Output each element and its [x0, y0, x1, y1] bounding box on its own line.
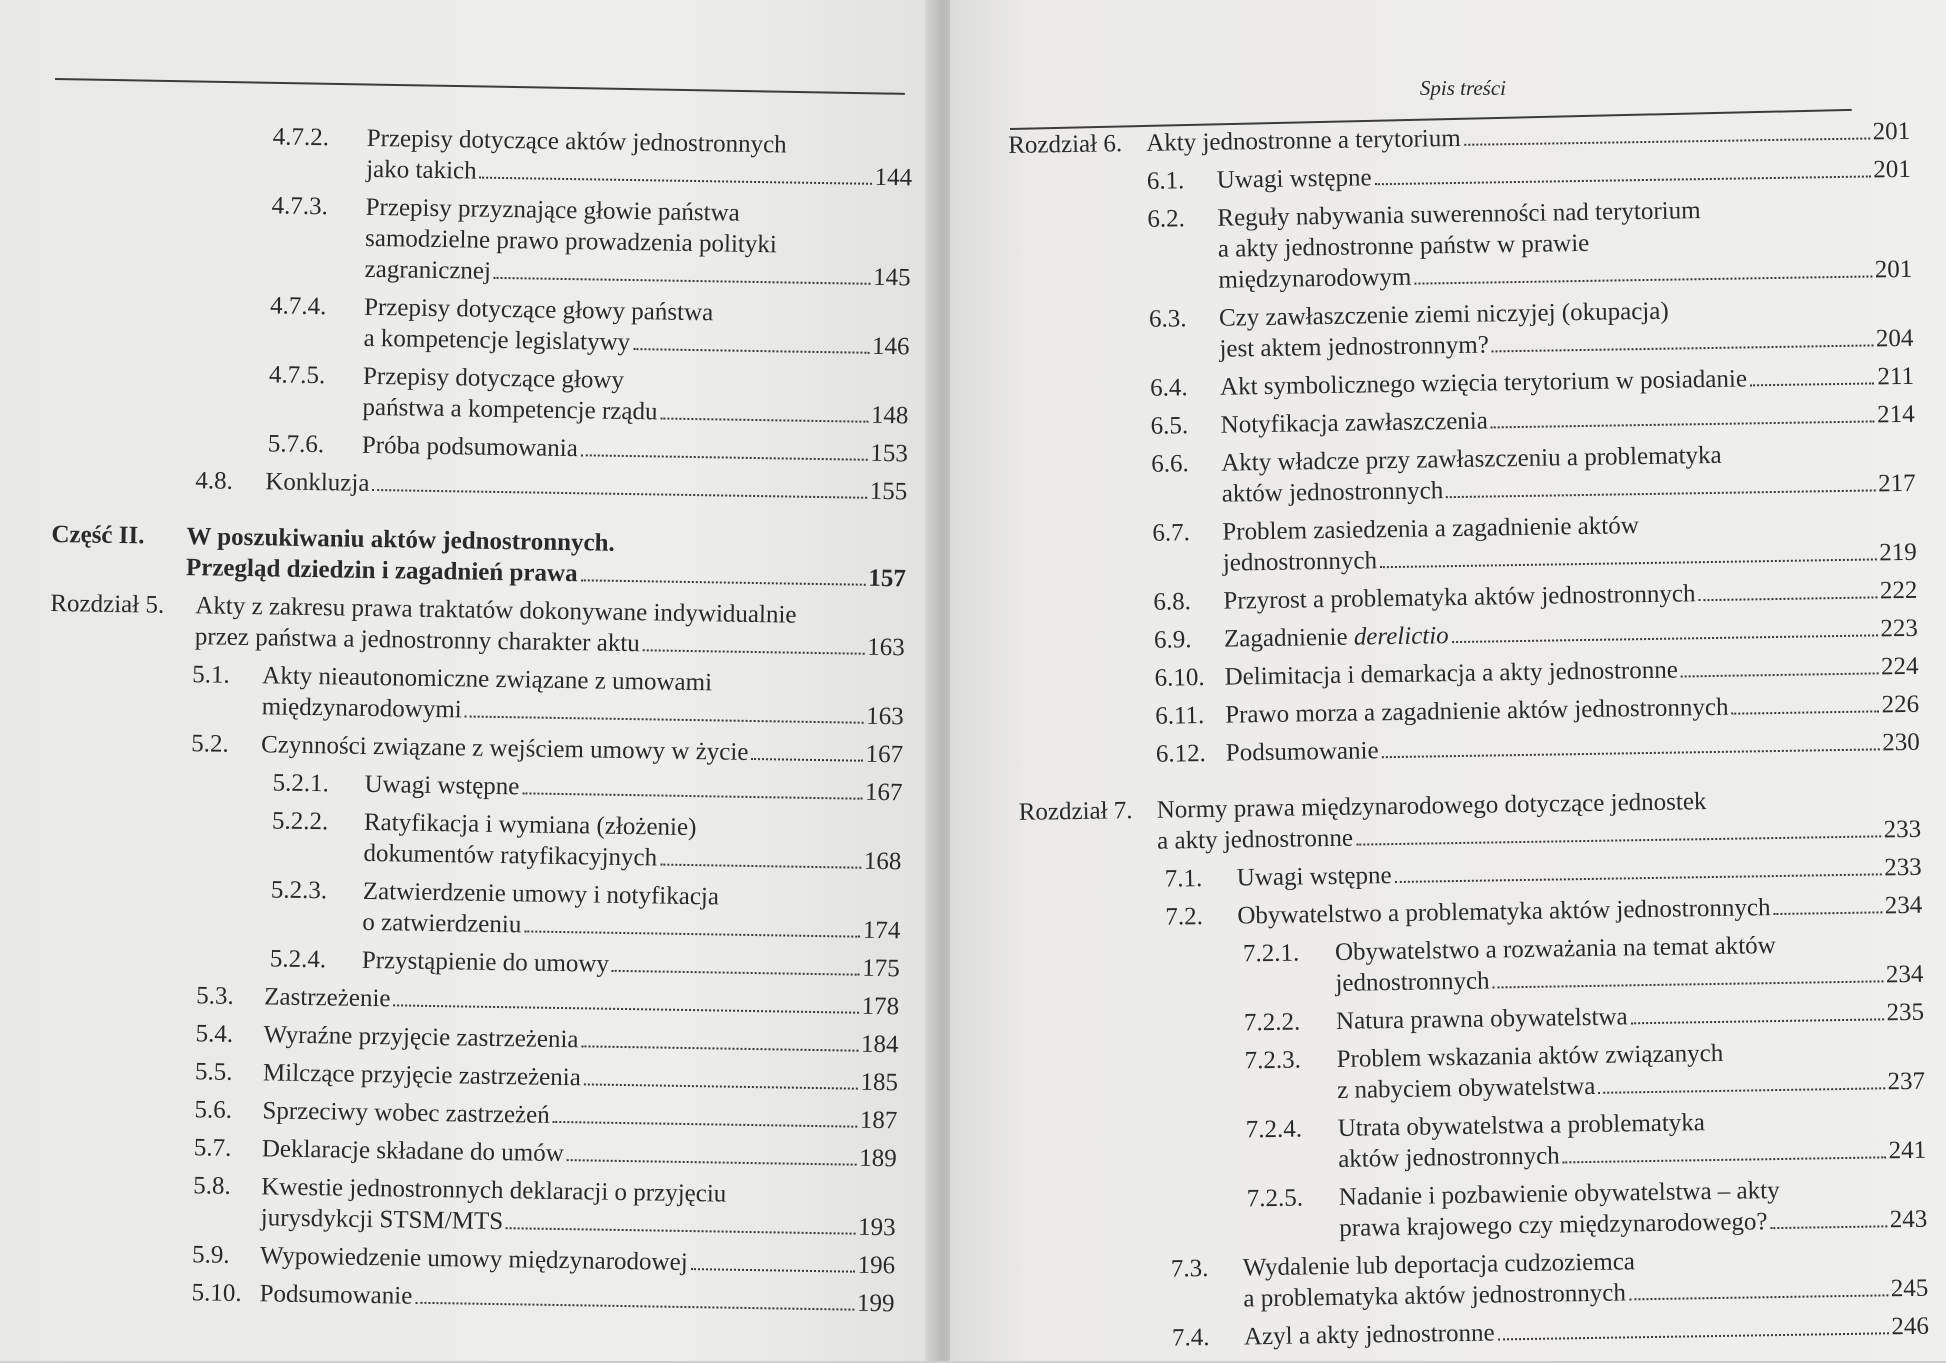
dot-leader — [1771, 1225, 1887, 1229]
toc-entry-number: 7.2.5. — [1246, 1184, 1304, 1213]
toc-page-number: 178 — [861, 992, 900, 1021]
toc-entry-title: Obywatelstwo a rozważania na temat aktów — [1334, 932, 1776, 966]
toc-entry-title: Akty nieautonomiczne związane z umowami — [262, 662, 713, 697]
dot-leader — [1395, 873, 1882, 883]
toc-entry-number: 5.1. — [192, 661, 230, 689]
toc-entry[interactable] — [45, 940, 900, 984]
toc-entry-title: Obywatelstwo a problematyka aktów jednostronnych — [1237, 894, 1771, 930]
dot-leader — [1750, 382, 1875, 386]
toc-page-number: 237 — [1887, 1067, 1926, 1096]
toc-entry-title: Przyrost a problematyka aktów jednostronnych — [1223, 580, 1696, 615]
dot-leader — [1446, 489, 1875, 498]
toc-entry-title: Czynności związane z wejściem umowy w życie — [260, 731, 749, 766]
toc-entry-title: Ratyfikacja i wymiana (złożenie) — [363, 808, 697, 842]
toc-entry-number: 5.2.4. — [269, 945, 327, 974]
toc-page-number: 144 — [874, 163, 913, 192]
toc-entry-title: Akt symbolicznego wzięcia terytorium w posiadanie — [1219, 365, 1748, 401]
toc-page-number: 168 — [863, 847, 902, 876]
toc-entry-title: jako takich — [366, 155, 477, 185]
toc-entry[interactable] — [1016, 651, 1918, 696]
toc-page-number: 155 — [869, 477, 908, 506]
toc-entry[interactable] — [1025, 1173, 1928, 1249]
toc-entry[interactable] — [48, 726, 903, 770]
toc-entry[interactable] — [46, 802, 902, 877]
toc-entry-number: 5.5. — [194, 1058, 233, 1086]
dot-leader — [1563, 1156, 1886, 1163]
toc-entry-title: jest aktem jednostronnym? — [1219, 331, 1490, 363]
toc-page-number: 201 — [1872, 117, 1911, 146]
toc-entry[interactable] — [47, 764, 902, 808]
toc-entry-number: Rozdział 5. — [50, 589, 165, 619]
dot-leader — [581, 1045, 858, 1051]
toc-entry[interactable] — [1017, 689, 1919, 734]
toc-entry-title: jurysdykcji STSM/MTS — [260, 1204, 504, 1236]
toc-page-number: 219 — [1879, 538, 1917, 567]
header-rule — [55, 78, 905, 95]
dot-leader — [584, 1083, 858, 1089]
toc-page-number: 224 — [1880, 652, 1919, 681]
toc-entry-title: Natura prawna obywatelstwa — [1335, 1003, 1628, 1035]
toc-entry-number: 4.7.3. — [271, 192, 329, 221]
toc-entry-number: 5.10. — [191, 1279, 242, 1308]
toc-entry[interactable] — [54, 287, 910, 362]
dot-leader — [494, 277, 870, 285]
toc-entry-number: 5.2.3. — [270, 876, 328, 905]
toc-entry[interactable] — [1018, 727, 1920, 772]
toc-page-number: 189 — [859, 1144, 897, 1173]
toc-entry-title: Uwagi wstępne — [1216, 164, 1372, 194]
toc-entry[interactable] — [1020, 852, 1922, 897]
dot-leader — [553, 1121, 857, 1128]
toc-entry-title: Przystąpienie do umowy — [361, 946, 610, 978]
toc-entry-title: Konkluzja — [265, 468, 370, 497]
toc-page-number: 246 — [1891, 1312, 1930, 1341]
toc-entry-number: 6.8. — [1153, 588, 1192, 616]
dot-leader — [660, 864, 861, 869]
toc-entry-title: a akty jednostronne państw w prawie — [1217, 229, 1590, 263]
toc-entry-number: 7.2.4. — [1245, 1115, 1303, 1144]
toc-entry[interactable] — [1021, 928, 1924, 1004]
toc-entry[interactable] — [57, 118, 913, 193]
toc-page-number: 211 — [1877, 362, 1915, 391]
dot-leader — [1598, 1087, 1884, 1093]
toc-page-number: 148 — [870, 401, 909, 430]
toc-entry[interactable] — [1012, 361, 1914, 406]
toc-entry-title: Akty z zakresu prawa traktatów dokonywane indywidualnie — [195, 592, 797, 629]
toc-entry-title: Wyraźne przyjęcie zastrzeżenia — [263, 1021, 579, 1054]
toc-entry[interactable] — [40, 1237, 895, 1281]
toc-page-number: 234 — [1884, 891, 1923, 920]
dot-leader — [1491, 420, 1874, 428]
toc-page-number: 217 — [1877, 469, 1916, 498]
dot-leader — [1452, 634, 1878, 643]
toc-entry[interactable] — [1009, 154, 1911, 199]
dot-leader — [612, 970, 859, 976]
toc-entry[interactable] — [44, 978, 899, 1022]
toc-entry-title: Normy prawa międzynarodowego dotyczące jednostek — [1156, 788, 1707, 824]
toc-page-number: 201 — [1873, 155, 1911, 184]
toc-entry-title: a kompetencje legislatywy — [363, 324, 631, 357]
toc-entry[interactable] — [43, 1054, 898, 1098]
toc-entry[interactable] — [1008, 116, 1910, 161]
toc-page-number: 185 — [860, 1068, 899, 1097]
toc-entry-title: Azyl a akty jednostronne — [1243, 1319, 1495, 1351]
toc-entry-title: Utrata obywatelstwa a problematyka — [1337, 1109, 1706, 1142]
toc-page-number: 233 — [1883, 853, 1922, 882]
toc-page-number: 241 — [1888, 1136, 1927, 1165]
toc-entry[interactable] — [1012, 399, 1914, 444]
toc-entry-number: 7.2.3. — [1244, 1046, 1302, 1075]
dot-leader — [1493, 980, 1883, 988]
toc-page-number: 157 — [868, 564, 907, 593]
toc-entry-title: Przepisy dotyczące głowy państwa — [363, 293, 714, 327]
toc-entry[interactable] — [1018, 783, 1921, 859]
dot-leader — [465, 715, 864, 723]
table-of-contents-right — [1008, 116, 1929, 1363]
toc-entry-title: Notyfikacja zawłaszczenia — [1220, 407, 1489, 439]
toc-page-number: 163 — [865, 702, 904, 731]
toc-entry[interactable] — [1022, 1035, 1925, 1111]
dot-leader — [1464, 137, 1870, 145]
running-head: Spis treści — [1419, 76, 1506, 100]
toc-entry-number: 5.2.2. — [271, 807, 329, 836]
toc-entry-number: 6.2. — [1147, 205, 1186, 233]
toc-page-number: 163 — [867, 633, 905, 662]
dot-leader — [581, 454, 868, 461]
toc-entry-title: państwa a kompetencje rządu — [362, 393, 658, 426]
toc-page-number: 199 — [856, 1289, 895, 1318]
toc-entry[interactable] — [1024, 1104, 1927, 1180]
toc-entry[interactable] — [42, 1130, 897, 1174]
toc-page-number: 146 — [871, 332, 910, 361]
table-of-contents-left — [39, 118, 913, 1326]
toc-entry[interactable] — [50, 588, 906, 663]
toc-entry-number: 4.7.4. — [269, 292, 327, 321]
toc-entry-number: Rozdział 6. — [1008, 130, 1123, 159]
toc-entry[interactable] — [1027, 1311, 1929, 1356]
dot-leader — [633, 348, 869, 354]
toc-entry-number: 7.2.1. — [1242, 939, 1300, 968]
toc-entry-number: 6.12. — [1155, 739, 1207, 768]
toc-entry[interactable] — [51, 519, 907, 594]
toc-page-number: 230 — [1882, 728, 1920, 757]
toc-entry-title: Reguły nabywania suwerenności nad terytorium — [1217, 197, 1701, 232]
toc-entry[interactable] — [1022, 997, 1924, 1042]
toc-page-number: 196 — [857, 1251, 896, 1280]
dot-leader — [1732, 710, 1879, 714]
toc-entry-title: Akty władcze przy zawłaszczeniu a problematyka — [1221, 441, 1722, 477]
dot-leader — [1498, 1332, 1889, 1340]
toc-entry-title: Próba podsumowania — [361, 431, 579, 463]
toc-entry-number: 6.4. — [1149, 374, 1188, 402]
toc-entry-title: Deklaracje składane do umów — [261, 1135, 564, 1168]
dot-leader — [506, 1227, 855, 1234]
toc-entry-number: 5.3. — [196, 982, 234, 1010]
dot-leader — [393, 1004, 858, 1013]
toc-entry[interactable] — [1026, 1242, 1929, 1318]
toc-entry-number: 7.4. — [1171, 1323, 1210, 1352]
toc-entry-title: Problem wskazania aktów związanych — [1336, 1039, 1724, 1073]
toc-entry-number: Część II. — [51, 520, 145, 550]
toc-page-number: 175 — [862, 954, 900, 983]
toc-page-number: 153 — [870, 439, 909, 468]
toc-entry-title: aktów jednostronnych — [1221, 477, 1444, 508]
toc-entry-title: Przegląd dziedzin i zagadnień prawa — [185, 554, 578, 588]
dot-leader — [1681, 672, 1878, 677]
toc-entry-title: o zatwierdzeniu — [362, 908, 522, 939]
dot-leader — [1356, 835, 1881, 845]
toc-entry[interactable] — [1015, 575, 1917, 620]
toc-page-number: 187 — [859, 1106, 898, 1135]
toc-entry[interactable] — [53, 356, 909, 431]
dot-leader — [1629, 1294, 1888, 1300]
toc-entry-title: a akty jednostronne — [1156, 824, 1354, 855]
dot-leader — [1375, 175, 1871, 185]
toc-entry-title: jednostronnych — [1335, 967, 1490, 997]
dot-leader — [1380, 558, 1876, 568]
toc-entry-number: 5.6. — [194, 1096, 233, 1124]
toc-entry-number: 5.4. — [195, 1020, 234, 1048]
toc-page-number: 243 — [1889, 1205, 1928, 1234]
toc-entry-title: Prawo morza a zagadnienie aktów jednostronnych — [1225, 693, 1729, 729]
toc-page-number: 167 — [864, 778, 903, 807]
toc-entry[interactable] — [1009, 192, 1912, 299]
toc-entry-title: Uwagi wstępne — [1236, 862, 1392, 892]
dot-leader — [660, 417, 867, 422]
toc-entry[interactable] — [1016, 613, 1918, 658]
toc-entry-title: Czy zawłaszczenie ziemi niczyjej (okupacja) — [1218, 297, 1669, 332]
toc-page-number: 233 — [1883, 815, 1922, 844]
toc-entry-number: 5.8. — [193, 1172, 231, 1200]
left-page — [0, 0, 935, 1361]
toc-entry-title: Zatwierdzenie umowy i notyfikacja — [362, 877, 720, 911]
dot-leader — [643, 649, 865, 654]
toc-entry[interactable] — [41, 1168, 897, 1243]
toc-entry-title: W poszukiwaniu aktów jednostronnych. — [186, 523, 615, 557]
toc-entry[interactable] — [45, 871, 901, 946]
dot-leader — [372, 489, 866, 499]
toc-entry[interactable] — [42, 1092, 897, 1136]
toc-entry-title: międzynarodowym — [1218, 263, 1412, 294]
toc-entry-number: 6.1. — [1146, 167, 1185, 195]
toc-entry-number: Rozdział 7. — [1018, 797, 1133, 826]
toc-entry-number: 6.9. — [1153, 626, 1192, 654]
dot-leader — [1414, 275, 1871, 284]
dot-leader — [1631, 1018, 1884, 1024]
toc-entry[interactable] — [1013, 437, 1916, 513]
toc-entry-number: 6.3. — [1148, 305, 1187, 333]
toc-entry-title: Zagadnienie derelictio — [1223, 622, 1449, 653]
toc-page-number: 145 — [872, 263, 911, 292]
toc-entry-title: samodzielne prawo prowadzenia polityki — [364, 224, 777, 259]
toc-page-number: 193 — [857, 1213, 896, 1242]
toc-entry[interactable] — [39, 1275, 894, 1319]
toc-page-number: 184 — [860, 1030, 899, 1059]
toc-page-number: 226 — [1881, 690, 1920, 719]
toc-entry-title: międzynarodowymi — [261, 693, 462, 724]
toc-page-number: 201 — [1874, 255, 1913, 284]
dot-leader — [1382, 748, 1880, 758]
dot-leader — [691, 1268, 855, 1273]
toc-entry-number: 6.7. — [1152, 519, 1191, 547]
toc-entry-number: 5.7. — [193, 1134, 232, 1162]
toc-entry-title: Nadanie i pozbawienie obywatelstwa – akty — [1338, 1177, 1780, 1211]
toc-page-number: 214 — [1876, 400, 1915, 429]
toc-entry-number: 4.7.5. — [268, 361, 326, 390]
dot-leader — [1774, 911, 1882, 915]
toc-entry-number: 4.8. — [195, 467, 234, 495]
toc-entry-number: 4.7.2. — [272, 123, 330, 152]
toc-entry-number: 7.2.2. — [1243, 1008, 1301, 1037]
toc-entry-title: Podsumowanie — [259, 1280, 413, 1310]
dot-leader — [580, 579, 865, 585]
toc-page-number: 235 — [1886, 998, 1925, 1027]
toc-entry-title: Delimitacja i demarkacja a akty jednostronne — [1224, 656, 1679, 691]
toc-entry-number: 7.2. — [1165, 903, 1204, 931]
right-page — [950, 0, 1946, 1361]
toc-entry-title: Uwagi wstępne — [364, 770, 520, 801]
toc-entry[interactable] — [43, 1016, 898, 1060]
italic-term: derelictio — [1353, 622, 1449, 651]
toc-entry-title: prawa krajowego czy międzynarodowego? — [1339, 1208, 1768, 1242]
toc-entry-title: Wypowiedzenie umowy międzynarodowej — [259, 1242, 688, 1277]
toc-entry-title: dokumentów ratyfikacyjnych — [363, 839, 658, 872]
toc-entry-number: 6.10. — [1154, 663, 1205, 692]
dot-leader — [479, 177, 871, 185]
toc-entry-title: Przepisy dotyczące głowy — [362, 362, 625, 394]
dot-leader — [1699, 596, 1877, 601]
toc-entry-number: 6.11. — [1155, 701, 1205, 730]
toc-entry-number: 7.3. — [1170, 1254, 1209, 1283]
toc-entry-number: 6.5. — [1150, 412, 1189, 440]
dot-leader — [751, 758, 862, 762]
toc-entry-title: Milczące przyjęcie zastrzeżenia — [262, 1059, 582, 1092]
toc-entry-title: Sprzeciwy wobec zastrzeżeń — [262, 1097, 550, 1129]
toc-page-number: 234 — [1885, 960, 1924, 989]
toc-page-number: 223 — [1880, 614, 1919, 643]
toc-entry-title: Kwestie jednostronnych deklaracji o przyjęciu — [261, 1173, 727, 1208]
toc-entry-number: 7.1. — [1164, 865, 1203, 893]
toc-page-number: 222 — [1879, 576, 1918, 605]
toc-page-number: 174 — [862, 916, 901, 945]
toc-entry-title: przez państwa a jednostronny charakter aktu — [194, 623, 640, 658]
toc-entry-number: 6.6. — [1151, 450, 1189, 478]
toc-entry-title: Podsumowanie — [1225, 737, 1379, 767]
toc-entry[interactable] — [1020, 890, 1922, 935]
toc-entry[interactable] — [1011, 292, 1914, 368]
toc-entry-title: zagranicznej — [364, 255, 492, 285]
dot-leader — [524, 930, 860, 937]
toc-entry-title: Problem zasiedzenia a zagadnienie aktów — [1222, 512, 1639, 546]
toc-entry-title: Akty jednostronne a terytorium — [1146, 124, 1461, 157]
dot-leader — [1492, 344, 1873, 352]
toc-entry-title: Wydalenie lub deportacja cudzoziemca — [1242, 1248, 1636, 1282]
toc-entry-number: 5.2.1. — [272, 769, 330, 798]
toc-entry[interactable] — [49, 657, 905, 732]
toc-entry[interactable] — [53, 425, 908, 469]
toc-entry-number: 5.9. — [191, 1241, 230, 1269]
toc-page-number: 167 — [865, 740, 904, 769]
toc-entry-number: 5.7.6. — [267, 430, 325, 459]
toc-entry-title: jednostronnych — [1222, 547, 1378, 577]
toc-entry-title: Przepisy przyznające głowie państwa — [365, 193, 740, 227]
toc-entry-title: z nabyciem obywatelstwa — [1336, 1072, 1596, 1104]
dot-leader — [522, 792, 862, 799]
toc-page-number: 204 — [1875, 324, 1914, 353]
dot-leader — [567, 1159, 857, 1166]
toc-entry-title: aktów jednostronnych — [1337, 1142, 1560, 1173]
toc-entry-title: Zastrzeżenie — [264, 983, 391, 1013]
toc-entry[interactable] — [1014, 506, 1917, 582]
toc-entry[interactable] — [52, 463, 907, 507]
dot-leader — [415, 1302, 854, 1311]
toc-entry[interactable] — [55, 187, 911, 293]
toc-entry-number: 5.2. — [190, 730, 229, 758]
toc-page-number: 245 — [1890, 1274, 1929, 1303]
toc-entry-title: a problematyka aktów jednostronnych — [1243, 1279, 1627, 1313]
toc-entry-title: Przepisy dotyczące aktów jednostronnych — [366, 124, 787, 159]
